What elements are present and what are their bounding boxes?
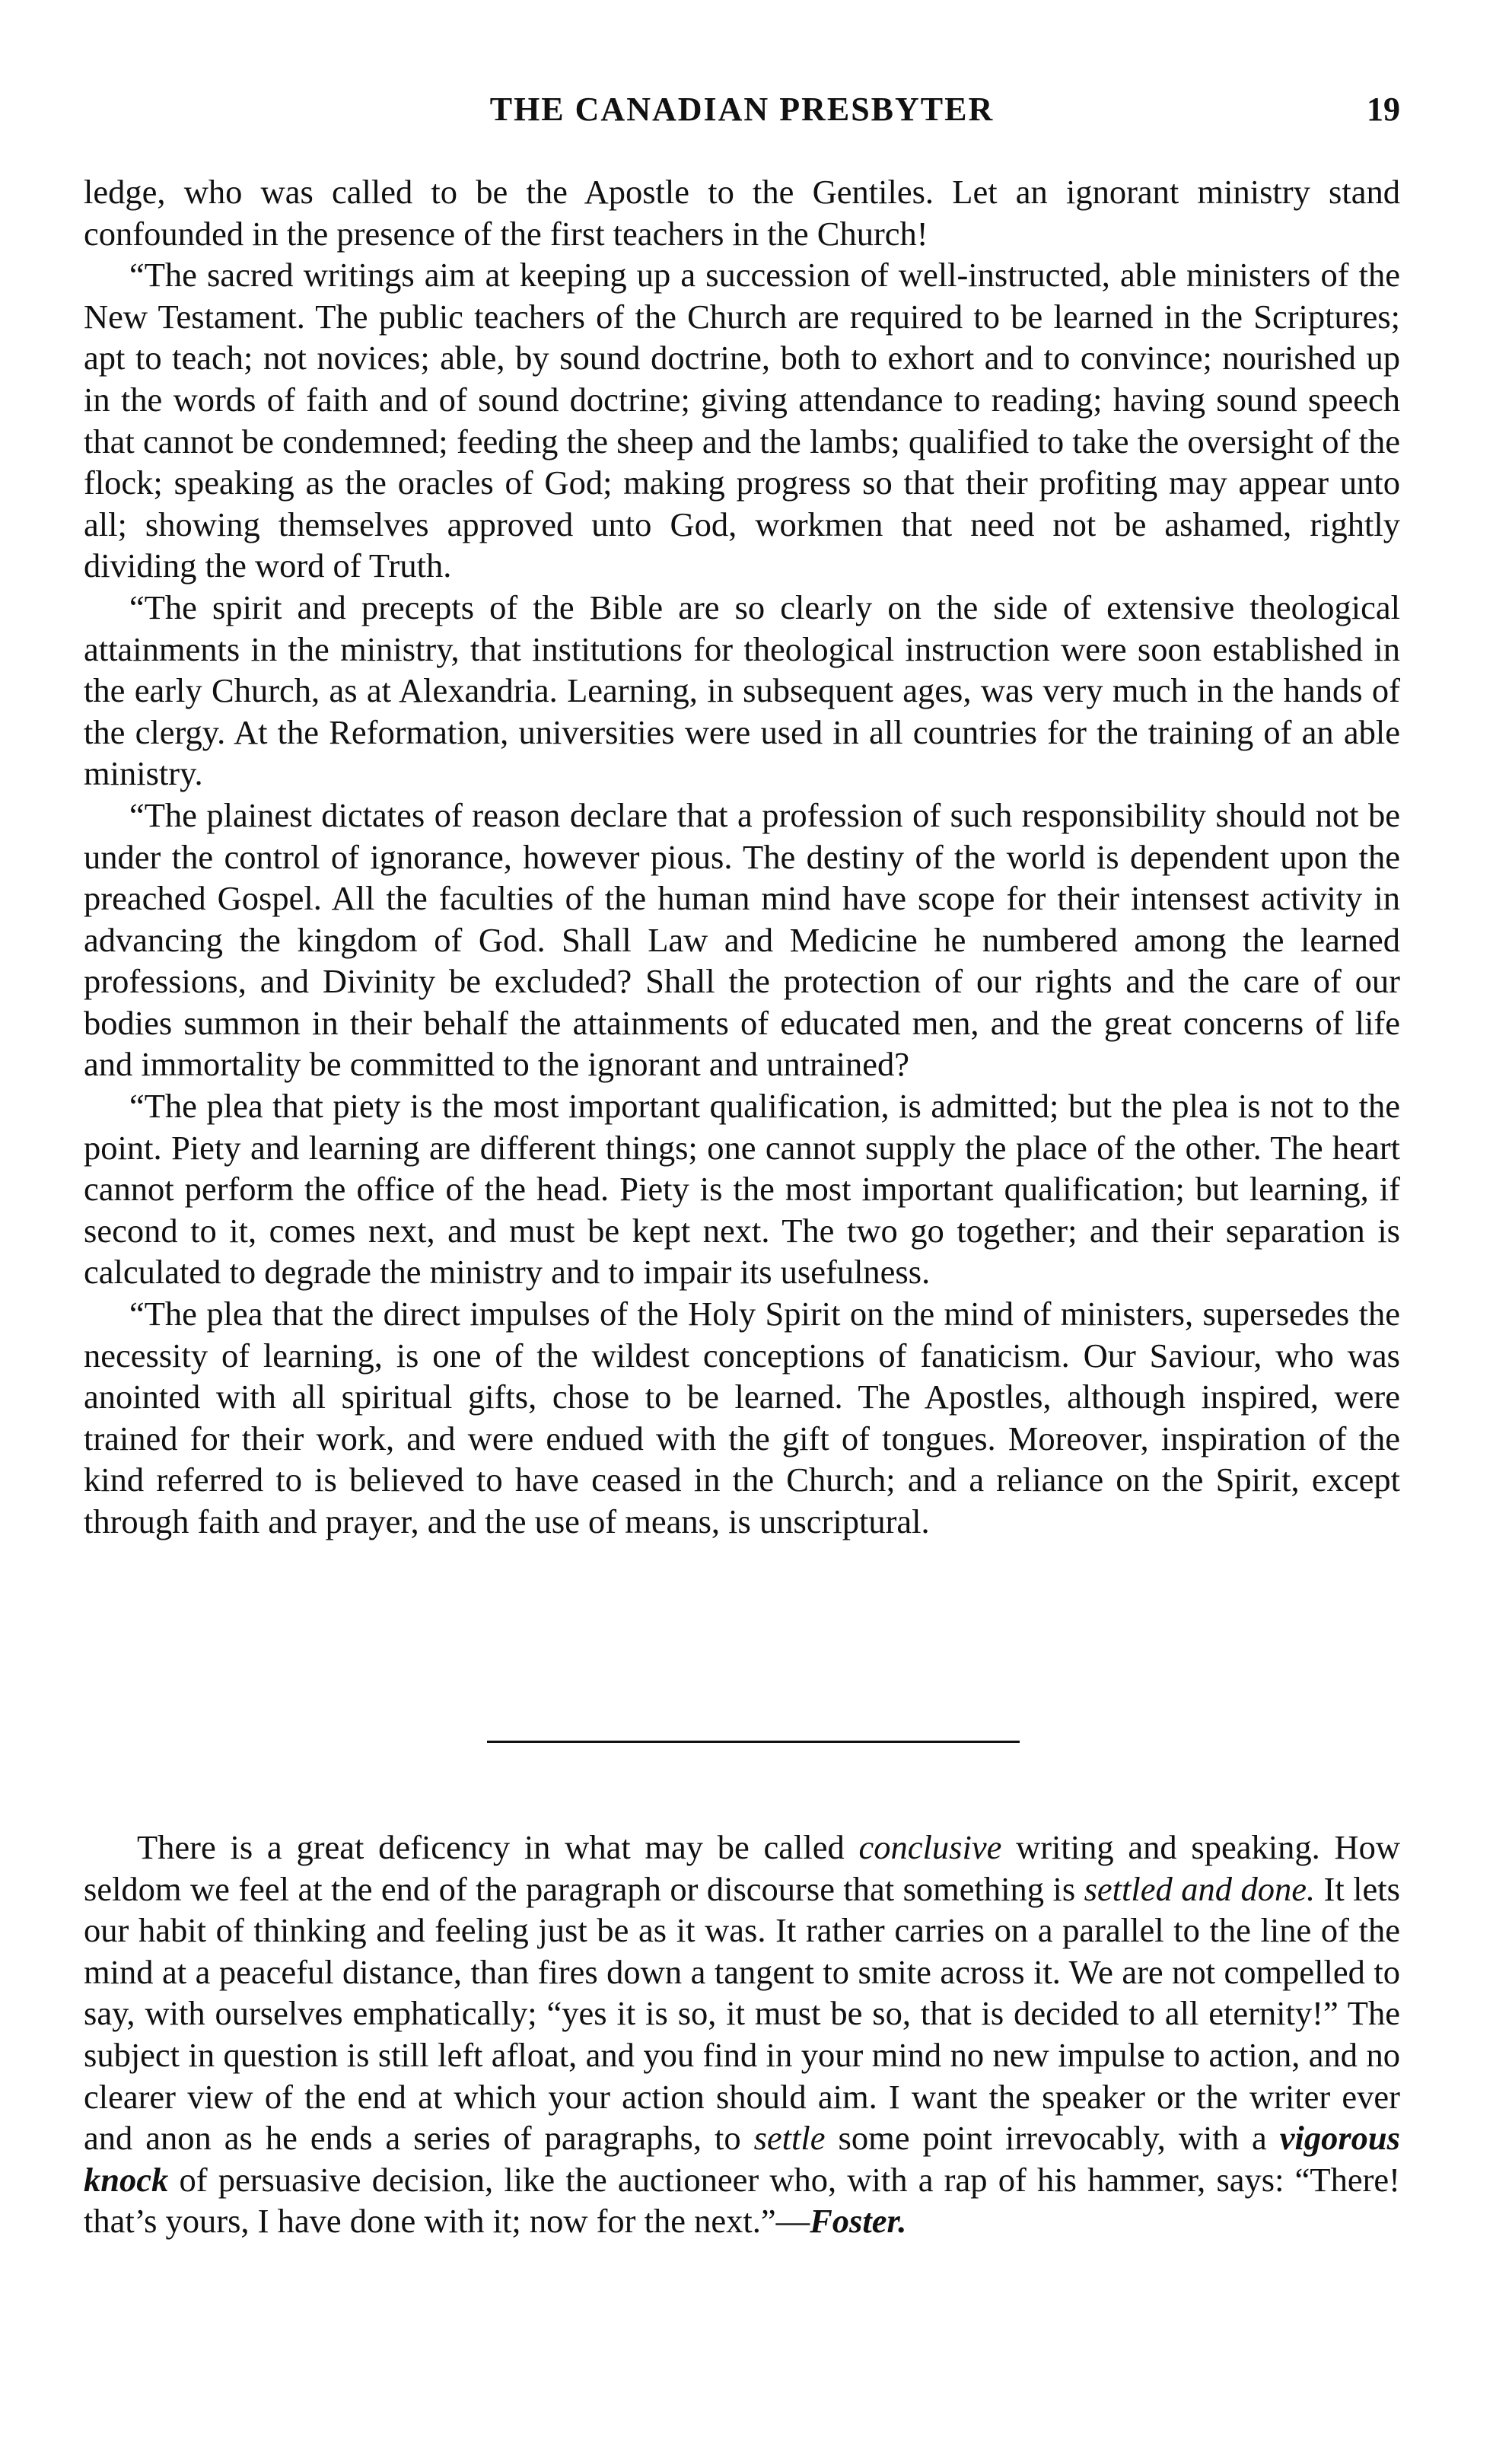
running-head <box>84 90 1400 143</box>
essay-text-5: of persuasive decision, like the auctioneer who, with a rap of his hammer, says: “There! that’s yours, I have done with it; now for the next.”— <box>84 2160 1400 2241</box>
essay-attribution: Foster. <box>810 2202 907 2241</box>
essay-italic-conclusive: conclusive <box>858 1828 1002 1866</box>
section-divider <box>487 1741 1020 1743</box>
article-continuation <box>84 171 1400 1543</box>
paragraph-sacred-writings: “The sacred writings aim at keeping up a succession of well-instructed, able ministers of the New Testament. The public teachers of the Church are required to be learned in the Scriptures; apt to teach; not novices; able, by sound doctrine, both to exhort and to convince; nourished up in the words of faith and of sound doctrine; giving attendance to reading; having sound speech that cannot be condemned; feeding the sheep and the lambs; qualified to take the oversight of the flock; speaking as the oracles of God; making progress so that their profiting may appear unto all; showing themselves approved unto God, workmen that need not be ashamed, rightly dividing the word of Truth. <box>84 256 1400 585</box>
essay-text-1: There is a great deficency in what may be called <box>137 1828 859 1866</box>
paragraph-spirit-and-precepts: “The spirit and precepts of the Bible are so clearly on the side of extensive theological attainments in the ministry, that institutions for theological instruction were soon established in the early Church, as at Alexandria. Learning, in subsequent ages, was very much in the hands of the clergy. At the Reformation, universities were used in all countries for the training of an able ministry. <box>84 588 1400 793</box>
essay-text-2: writing and speaking. How seldom we feel at the end of the paragraph or discourse that something is <box>84 1828 1400 1908</box>
paragraph-plea-of-piety: “The plea that piety is the most important qualification, is admitted; but the plea is not to the point. Piety and learning are different things; one cannot supply the place of the other. The heart cannot perform the office of the head. Piety is the most important qualification; but learning, if second to it, comes next, and must be kept next. The two go together; and their separation is calculated to degrade the ministry and to impair its usefulness. <box>84 1087 1400 1292</box>
essay-text-3: It lets our habit of thinking and feeling just be as it was. It rather carries on a parallel to the line of the mind at a peaceful distance, than fires down a tangent to smite across it. We are not compelled to say, with ourselves emphatically; “yes it is so, it must be so, that is decided to all eternity!” The subject in question is still left afloat, and you find in your mind no new impulse to action, and no clearer view of the end at which your action should aim. I want the speaker or the writer ever and anon as he ends a series of paragraphs, to <box>84 1869 1400 2158</box>
page-number: 19 <box>1367 91 1400 128</box>
essay-emphasis-vigorous-knock: vigorous knock <box>84 2119 1400 2199</box>
running-title: THE CANADIAN PRESBYTER <box>489 91 995 128</box>
essay-paragraph <box>84 1827 1400 2242</box>
essay-text-4: some point irrevocably, with a <box>825 2119 1280 2158</box>
paragraph-continuation: ledge, who was called to be the Apostle to the Gentiles. Let an ignorant ministry stand confounded in the presence of the first teachers in the Church! <box>84 173 1400 253</box>
paragraph-holy-spirit-plea: “The plea that the direct impulses of the Holy Spirit on the mind of ministers, supersedes the necessity of learning, is one of the wildest conceptions of fanaticism. Our Saviour, who was anointed with all spiritual gifts, chose to be learned. The Apostles, although inspired, were trained for their work, and were endued with the gift of tongues. Moreover, inspiration of the kind referred to is believed to have ceased in the Church; and a reliance on the Spirit, except through faith and prayer, and the use of means, is unscriptural. <box>84 1295 1400 1540</box>
essay-italic-settle: settle <box>753 2119 826 2158</box>
conclusive-writing-essay <box>84 1827 1400 2242</box>
paragraph-dictates-of-reason: “The plainest dictates of reason declare that a profession of such responsibility should not be under the control of ignorance, however pious. The destiny of the world is dependent upon the preached Gospel. All the faculties of the human mind have scope for their intensest activity in advancing the kingdom of God. Shall Law and Medicine he numbered among the learned professions, and Divinity be excluded? Shall the protection of our rights and the care of our bodies summon in their behalf the attainments of educated men, and the great concerns of life and immortality be committed to the ignorant and untrained? <box>84 795 1400 1084</box>
essay-italic-settled: settled and done. <box>1084 1869 1316 1908</box>
